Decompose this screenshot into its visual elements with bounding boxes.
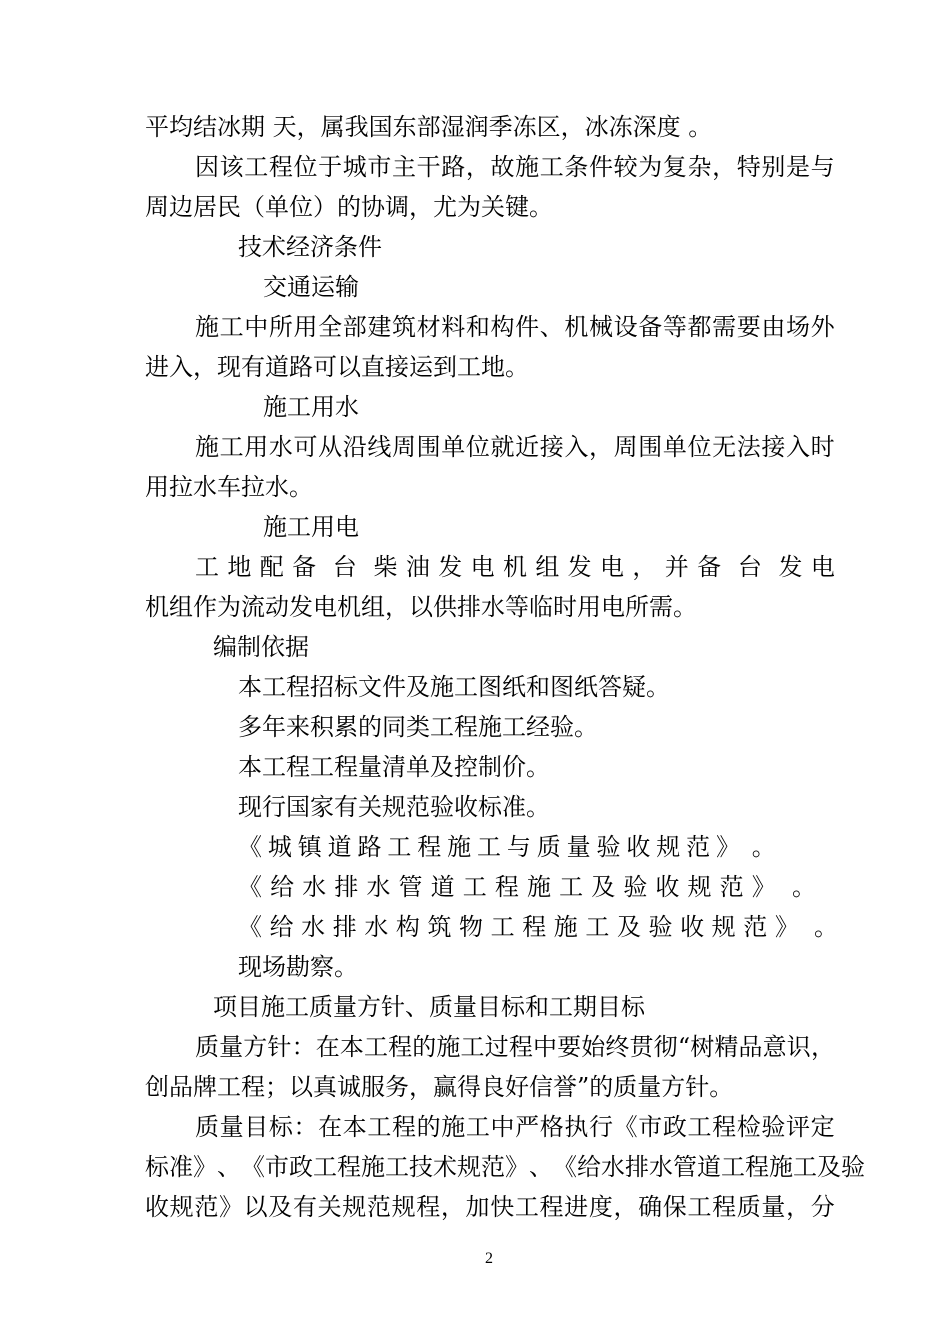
list-item: 本工程招标文件及施工图纸和图纸答疑。 [238,673,670,701]
list-item: 多年来积累的同类工程施工经验。 [238,713,598,741]
text-line: 施 工 中 所 用 全 部 建 筑 材 料 和 构 件 、 机 械 设 备 等 都 需 要 由 场 外 [195,313,835,341]
text-line: 创品牌工程；以真诚服务，赢得良好信誉”的质量方针。 [145,1073,734,1101]
text-line: 进入，现有道路可以直接运到工地。 [145,353,529,381]
subsection-heading: 施工用水 [263,393,359,421]
text-line: 机组作为流动发电机组，以供排水等临时用电所需。 [145,593,697,621]
list-item: 本工程工程量清单及控制价。 [238,753,550,781]
text-line: 收 规 范 》 以 及 有 关 规 范 规 程 ， 加 快 工 程 进 度 ， 确 保 工 程 质 量 ， 分 [145,1193,835,1221]
text-line: 标 准 》 、 《 市 政 工 程 施 工 技 术 规 范 》 、 《 给 水 排 水 管 道 工 程 施 工 及 验 [145,1153,865,1181]
text-line: 用拉水车拉水。 [145,473,313,501]
section-heading: 项目施工质量方针、质量目标和工期目标 [213,993,645,1021]
text-line: 因 该 工 程 位 于 城 市 主 干 路 ， 故 施 工 条 件 较 为 复 杂 ， 特 别 是 与 [195,153,835,181]
text-line: 质 量 方 针 ： 在 本 工 程 的 施 工 过 程 中 要 始 终 贯 彻 “ 树 精 品 意 识 ， [195,1033,835,1061]
list-item: 《 给 水 排 水 管 道 工 程 施 工 及 验 收 规 范 》 。 [238,873,816,901]
section-heading: 编制依据 [213,633,309,661]
page-number: 2 [485,1250,493,1267]
list-item: 《 给 水 排 水 构 筑 物 工 程 施 工 及 验 收 规 范 》 。 [238,913,838,941]
list-item: 现场勘察。 [238,953,358,981]
subsection-heading: 施工用电 [263,513,359,541]
text-line: 平均结冰期 天，属我国东部湿润季冻区，冰冻深度 。 [145,113,713,141]
list-item: 现行国家有关规范验收标准。 [238,793,550,821]
section-heading: 技术经济条件 [238,233,382,261]
list-item: 《 城 镇 道 路 工 程 施 工 与 质 量 验 收 规 范 》 。 [238,833,776,861]
text-line: 周边居民（单位）的协调，尤为关键。 [145,193,553,221]
subsection-heading: 交通运输 [263,273,359,301]
text-line: 工 地 配 备 台 柴 油 发 电 机 组 发 电 ， 并 备 台 发 电 [195,553,835,581]
text-line: 质 量 目 标 ： 在 本 工 程 的 施 工 中 严 格 执 行 《 市 政 工 程 检 验 评 定 [195,1113,835,1141]
text-line: 施 工 用 水 可 从 沿 线 周 围 单 位 就 近 接 入 ， 周 围 单 位 无 法 接 入 时 [195,433,835,461]
